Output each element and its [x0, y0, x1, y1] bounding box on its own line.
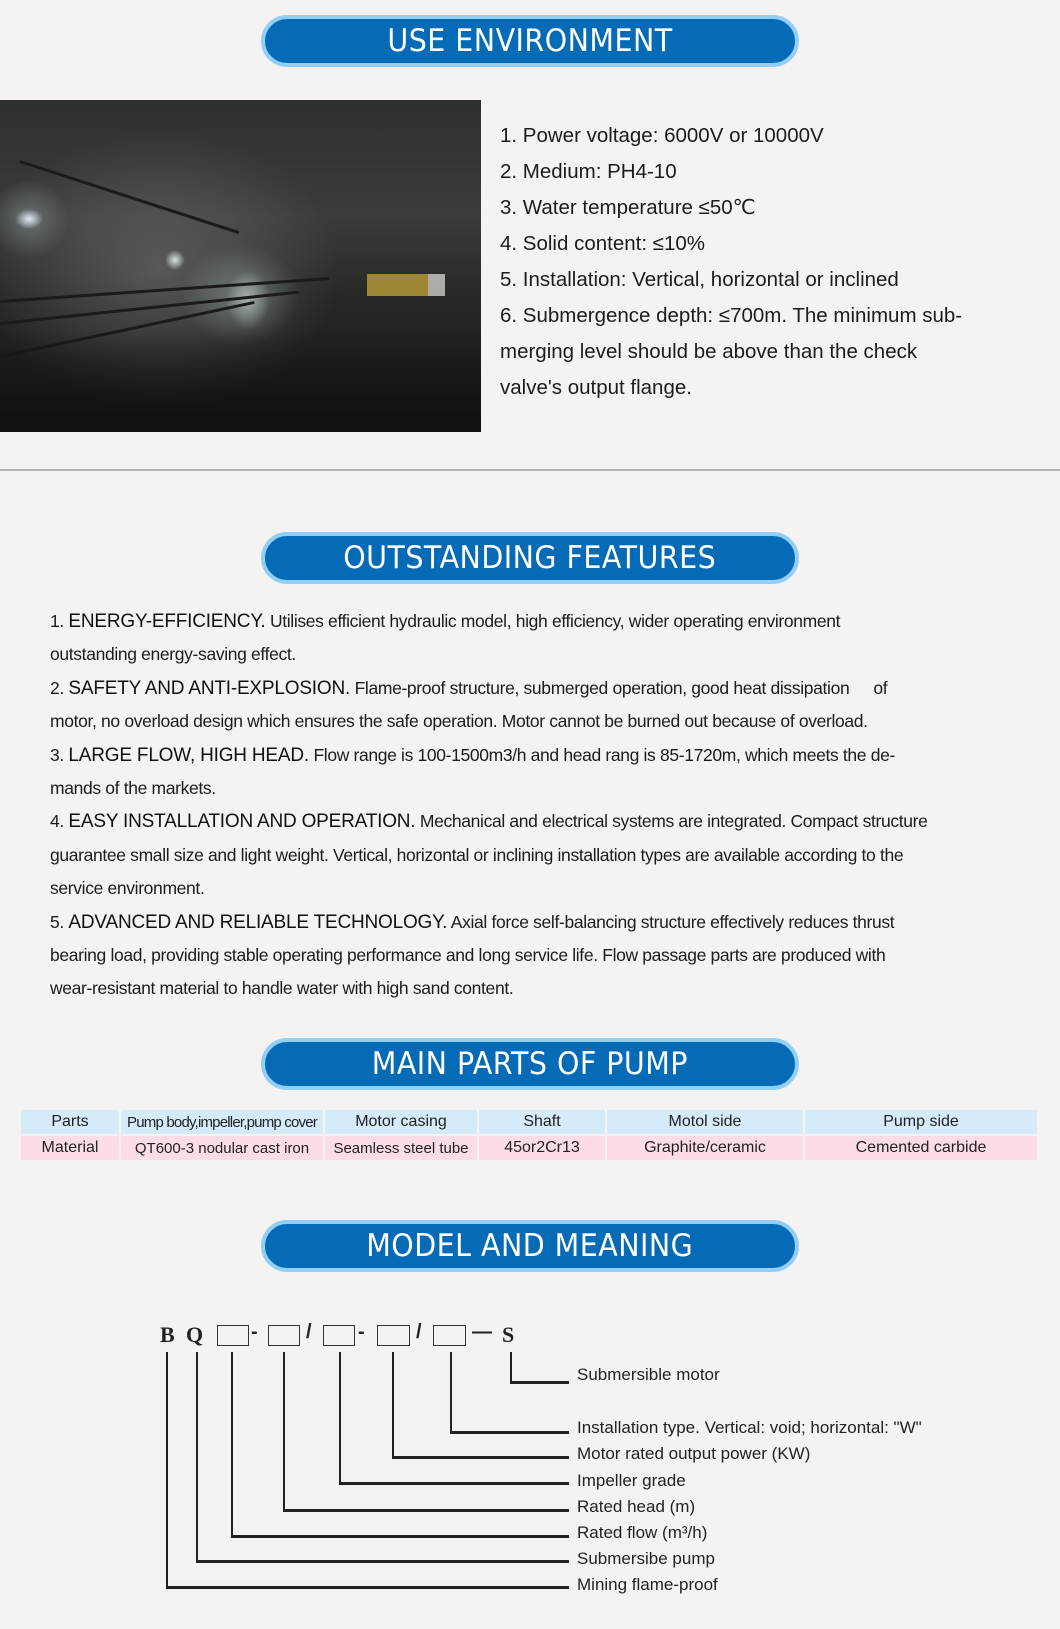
- meaning-rated-flow: Rated flow (m³/h): [577, 1523, 708, 1542]
- connector-line: [283, 1509, 569, 1512]
- feature-number: 1.: [50, 611, 64, 631]
- section-title: MAIN PARTS OF PUMP: [371, 1046, 689, 1082]
- env-item: 3. Water temperature ≤50℃: [500, 196, 756, 219]
- env-item: valve's output flange.: [500, 376, 692, 399]
- table-cell: Material: [21, 1136, 119, 1160]
- feature-text: Axial force self-balancing structure effectively reduces thrust: [447, 911, 895, 932]
- env-item: 6. Submergence depth: ≤700m. The minimum sub-: [500, 304, 963, 327]
- feature-text: Mechanical and electrical systems are integrated. Compact structure: [415, 811, 928, 832]
- meaning-rated-head: Rated head (m): [577, 1497, 696, 1516]
- meaning-submersible-motor: Submersible motor: [577, 1365, 720, 1384]
- feature-text-line: outstanding energy-saving effect.: [50, 644, 296, 665]
- feature-heading: ADVANCED AND RELIABLE TECHNOLOGY.: [68, 911, 448, 933]
- connector-line: [196, 1560, 569, 1563]
- feature-text: Flame-proof structure, submerged operation, good heat dissipation: [350, 677, 850, 698]
- env-item: 5. Installation: Vertical, horizontal or inclined: [500, 268, 899, 291]
- section-title: MODEL AND MEANING: [366, 1228, 694, 1264]
- code-placeholder-box: [323, 1325, 355, 1346]
- table-cell: 45or2Cr13: [479, 1136, 605, 1160]
- connector-line: [450, 1352, 452, 1433]
- feature-text: Flow range is 100-1500m3/h and head rang is 85-1720m, which meets the de-: [308, 744, 895, 765]
- env-item: 4. Solid content: ≤10%: [500, 232, 705, 255]
- table-header-cell: Shaft: [479, 1110, 605, 1134]
- feature-heading: EASY INSTALLATION AND OPERATION.: [68, 811, 416, 833]
- feature-heading: ENERGY-EFFICIENCY.: [68, 611, 266, 632]
- feature-text-line: bearing load, providing stable operating performance and long service life. Flow passage parts are produced with: [50, 945, 886, 966]
- meaning-mining-flame-proof: Mining flame-proof: [577, 1575, 718, 1594]
- connector-line: [510, 1352, 512, 1383]
- table-header-cell: Pump body,impeller,pump cover: [121, 1110, 323, 1134]
- meaning-submersible-pump: Submersibe pump: [577, 1549, 715, 1568]
- connector-line: [450, 1431, 569, 1434]
- code-placeholder-box: [377, 1325, 410, 1346]
- feature-text: Utilises efficient hydraulic model, high efficiency, wider operating environment: [265, 611, 841, 631]
- connector-line: [339, 1482, 569, 1485]
- section-title: USE ENVIRONMENT: [387, 23, 673, 59]
- env-item: 1. Power voltage: 6000V or 10000V: [500, 124, 824, 147]
- code-placeholder-box: [433, 1325, 466, 1346]
- feature-text: of: [873, 677, 888, 698]
- feature-heading: LARGE FLOW, HIGH HEAD.: [68, 744, 309, 766]
- code-letter-q: Q: [186, 1322, 204, 1347]
- code-letter-s: S: [502, 1322, 515, 1347]
- code-placeholder-box: [217, 1325, 249, 1346]
- feature-text-line: guarantee small size and light weight. Vertical, horizontal or inclining installation types are available according to the: [50, 844, 904, 865]
- connector-line: [231, 1352, 233, 1537]
- meaning-motor-power: Motor rated output power (KW): [577, 1444, 811, 1463]
- table-header-cell: Motol side: [607, 1110, 803, 1134]
- feature-text-line: wear-resistant material to handle water with high sand content.: [50, 978, 514, 999]
- env-item: 2. Medium: PH4-10: [500, 160, 677, 183]
- connector-line: [339, 1352, 341, 1484]
- code-separator: -: [251, 1321, 258, 1343]
- feature-number: 3.: [50, 744, 64, 765]
- connector-line: [283, 1352, 285, 1511]
- code-separator: —: [472, 1321, 492, 1343]
- connector-line: [231, 1535, 569, 1538]
- table-cell: Seamless steel tube: [325, 1136, 477, 1160]
- feature-text-line: service environment.: [50, 878, 205, 899]
- table-cell: Graphite/ceramic: [607, 1136, 803, 1160]
- feature-heading: SAFETY AND ANTI-EXPLOSION.: [68, 677, 351, 699]
- code-letter-b: B: [160, 1322, 175, 1347]
- connector-line: [392, 1456, 569, 1459]
- code-separator: -: [358, 1321, 365, 1343]
- connector-line: [166, 1352, 168, 1588]
- feature-number: 5.: [50, 911, 64, 932]
- table-cell: QT600-3 nodular cast iron: [121, 1136, 323, 1160]
- connector-line: [510, 1381, 569, 1384]
- meaning-installation-type: Installation type. Vertical: void; horizontal: "W": [577, 1418, 922, 1437]
- section-title: OUTSTANDING FEATURES: [343, 540, 717, 576]
- feature-number: 4.: [50, 811, 64, 832]
- feature-text-line: motor, no overload design which ensures the safe operation. Motor cannot be burned out because of overload.: [50, 711, 868, 732]
- table-header-cell: Motor casing: [325, 1110, 477, 1134]
- code-separator: /: [416, 1321, 422, 1343]
- code-separator: /: [306, 1321, 312, 1343]
- feature-number: 2.: [50, 677, 64, 698]
- connector-line: [196, 1352, 198, 1562]
- connector-line: [166, 1586, 569, 1589]
- table-header-cell: Parts: [21, 1110, 119, 1134]
- table-header-cell: Pump side: [805, 1110, 1037, 1134]
- table-cell: Cemented carbide: [805, 1136, 1037, 1160]
- env-item: merging level should be above than the check: [500, 340, 918, 363]
- meaning-impeller-grade: Impeller grade: [577, 1471, 686, 1490]
- feature-text-line: mands of the markets.: [50, 778, 216, 799]
- code-placeholder-box: [268, 1325, 300, 1346]
- connector-line: [392, 1352, 394, 1458]
